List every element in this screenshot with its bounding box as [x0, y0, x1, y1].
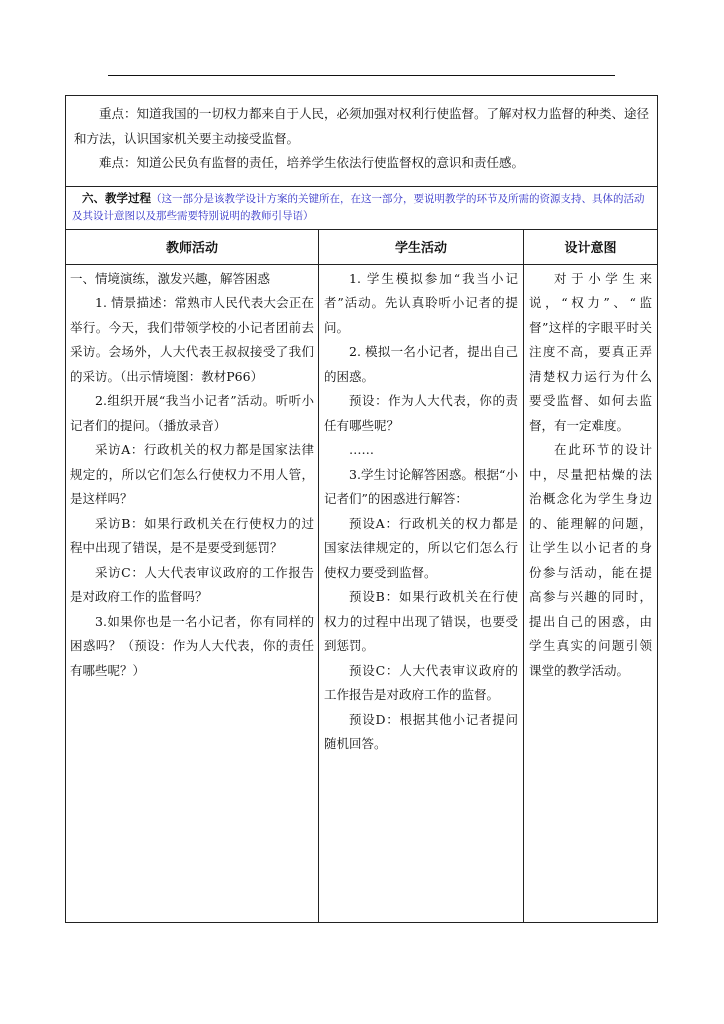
teacher-para: 2.组织开展“我当小记者”活动。听听小记者们的提问。（播放录音） [70, 393, 314, 433]
design-intent-cell [524, 264, 658, 922]
student-para: 预设：作为人大代表，你的责任有哪些呢？ [324, 393, 518, 433]
key-points-row [66, 96, 658, 187]
design-para: 在此环节的设计中，尽量把枯燥的法治概念化为学生身边的、能理解的问题，让学生以小记者的身份参与活动，能在提高参与兴趣的同时，提出自己的困惑，由学生真实的问题引领课堂的教学活动。 [529, 442, 653, 678]
student-para: 3.学生讨论解答困惑。根据“小记者们”的困惑进行解答： [324, 466, 518, 506]
teacher-activity-cell [66, 264, 319, 922]
design-para: 对于小学生来说，“权力”、“监督”这样的字眼平时关注度不高，要真正弄清楚权力运行为什么要受监督、如何去监督，有一定难度。 [529, 270, 653, 433]
section-header-row [66, 186, 658, 229]
teacher-para: 一、情境演练，激发兴趣，解答困惑 [70, 270, 271, 286]
key-points-cell [66, 96, 658, 187]
student-para: 预设C：人大代表审议政府的工作报告是对政府工作的监督。 [324, 662, 518, 702]
student-para: 预设D：根据其他小记者提问随机回答。 [324, 711, 518, 751]
nandian-text: 难点：知道公民负有监督的责任，培养学生依法行使监督权的意识和责任感。 [99, 155, 525, 170]
activity-row [66, 264, 658, 922]
section-header-cell [66, 186, 658, 229]
teacher-para: 1. 情景描述：常熟市人民代表大会正在举行。今天，我们带领学校的小记者团前去采访。会场外，人大代表王叔叔接受了我们的采访。（出示情境图：教材P66） [70, 295, 314, 384]
student-para: 预设A：行政机关的权力都是国家法律规定的，所以它们怎么行使权力要受到监督。 [324, 515, 518, 580]
teacher-para: 3.如果你也是一名小记者，你有同样的困惑吗？（预设：作为人大代表，你的责任有哪些呢？） [70, 613, 314, 678]
teacher-para: 采访A：行政机关的权力都是国家法律规定的，所以它们怎么行使权力不用人管，是这样吗？ [70, 442, 314, 506]
section-title: 六、教学过程 [82, 190, 151, 205]
section-note: （这一部分是该教学设计方案的关键所在，在这一部分，要说明教学的环节及所需的资源支持、具体的活动及其设计意图以及那些需要特别说明的教师引导语） [72, 192, 645, 222]
teacher-para: 采访C：人大代表审议政府的工作报告是对政府工作的监督吗？ [70, 564, 314, 604]
student-para: 预设B：如果行政机关在行使权力的过程中出现了错误，也要受到惩罚。 [324, 589, 518, 653]
student-para: 2. 模拟一名小记者，提出自己的困惑。 [324, 344, 518, 384]
teacher-column-header: 教师活动 [66, 229, 319, 264]
student-para: 1. 学生模拟参加“我当小记者”活动。先认真聆听小记者的提问。 [324, 270, 518, 335]
teacher-para: 采访B：如果行政机关在行使权力的过程中出现了错误，是不是要受到惩罚？ [70, 515, 314, 555]
student-activity-cell [319, 264, 524, 922]
header-rule [108, 75, 615, 76]
column-header-row [66, 229, 658, 264]
student-column-header: 学生活动 [319, 229, 524, 264]
student-para: …… [349, 442, 374, 457]
lesson-plan-table [65, 95, 658, 923]
zhongdian-text: 重点：知道我国的一切权力都来自于人民，必须加强对权利行使监督。了解对权力监督的种类、途径和方法，认识国家机关要主动接受监督。 [74, 106, 650, 146]
design-column-header: 设计意图 [524, 229, 658, 264]
